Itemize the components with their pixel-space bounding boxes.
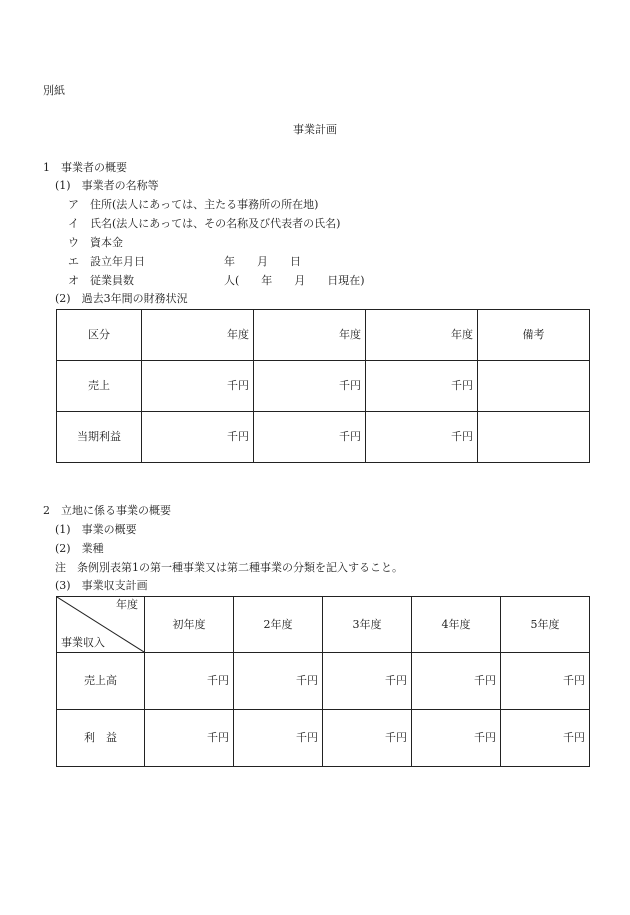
table-row xyxy=(57,412,590,463)
item-name: イ 氏名(法人にあっては、その名称及び代表者の氏名) xyxy=(68,217,341,230)
plan-header-year-2: 2年度 xyxy=(234,597,323,653)
plan-header-year-4: 4年度 xyxy=(412,597,501,653)
section2-sub2: (2) 業種 xyxy=(55,542,104,555)
finance-header-year-3: 年度 xyxy=(366,310,478,361)
finance-cell: 千円 xyxy=(366,361,478,412)
section2-note: 注 条例別表第1の第一種事業又は第二種事業の分類を記入すること。 xyxy=(55,561,403,574)
established-date-blank: 年 月 日 xyxy=(224,255,301,268)
finance-row-label: 当期利益 xyxy=(57,412,142,463)
income-plan-table xyxy=(56,596,590,767)
finance-cell: 千円 xyxy=(366,412,478,463)
finance-header-year-1: 年度 xyxy=(142,310,254,361)
plan-cell: 千円 xyxy=(501,653,590,710)
page-title: 事業計画 xyxy=(293,123,337,136)
plan-cell: 千円 xyxy=(323,653,412,710)
finance-header-remarks: 備考 xyxy=(478,310,590,361)
plan-header-year-5: 5年度 xyxy=(501,597,590,653)
finance-header-category: 区分 xyxy=(57,310,142,361)
plan-diag-year-label: 年度 xyxy=(116,598,138,611)
item-capital: ウ 資本金 xyxy=(68,236,123,249)
plan-diagonal-header xyxy=(57,597,145,653)
finance-header-year-2: 年度 xyxy=(254,310,366,361)
finance-cell: 千円 xyxy=(254,412,366,463)
finance-cell: 千円 xyxy=(142,361,254,412)
section1-sub1: (1) 事業者の名称等 xyxy=(55,179,159,192)
plan-header-row xyxy=(57,597,590,653)
table-row xyxy=(57,653,590,710)
plan-diag-income-label: 事業収入 xyxy=(61,636,105,649)
section2-sub1: (1) 事業の概要 xyxy=(55,523,137,536)
plan-row-label: 売上高 xyxy=(57,653,145,710)
finance-cell-remarks xyxy=(478,361,590,412)
item-address: ア 住所(法人にあっては、主たる事務所の所在地) xyxy=(68,198,319,211)
finance-row-label: 売上 xyxy=(57,361,142,412)
item-established-date: エ 設立年月日 xyxy=(68,255,145,268)
finance-cell: 千円 xyxy=(254,361,366,412)
section2-heading: 2 立地に係る事業の概要 xyxy=(43,504,171,517)
plan-cell: 千円 xyxy=(323,710,412,767)
finance-cell-remarks xyxy=(478,412,590,463)
employees-blank: 人( 年 月 日現在) xyxy=(224,274,365,287)
section1-heading: 1 事業者の概要 xyxy=(43,161,127,174)
plan-header-year-1: 初年度 xyxy=(145,597,234,653)
attachment-label: 別紙 xyxy=(43,84,65,97)
finance-cell: 千円 xyxy=(142,412,254,463)
finance-header-row xyxy=(57,310,590,361)
plan-cell: 千円 xyxy=(234,653,323,710)
table-row xyxy=(57,710,590,767)
section2-sub3: (3) 事業収支計画 xyxy=(55,579,148,592)
plan-cell: 千円 xyxy=(412,653,501,710)
plan-header-year-3: 3年度 xyxy=(323,597,412,653)
table-row xyxy=(57,361,590,412)
plan-cell: 千円 xyxy=(145,653,234,710)
section1-sub2: (2) 過去3年間の財務状況 xyxy=(55,292,188,305)
finance-table xyxy=(56,309,590,463)
plan-cell: 千円 xyxy=(412,710,501,767)
plan-cell: 千円 xyxy=(145,710,234,767)
item-employees: オ 従業員数 xyxy=(68,274,134,287)
plan-cell: 千円 xyxy=(501,710,590,767)
plan-cell: 千円 xyxy=(234,710,323,767)
plan-row-label: 利 益 xyxy=(57,710,145,767)
